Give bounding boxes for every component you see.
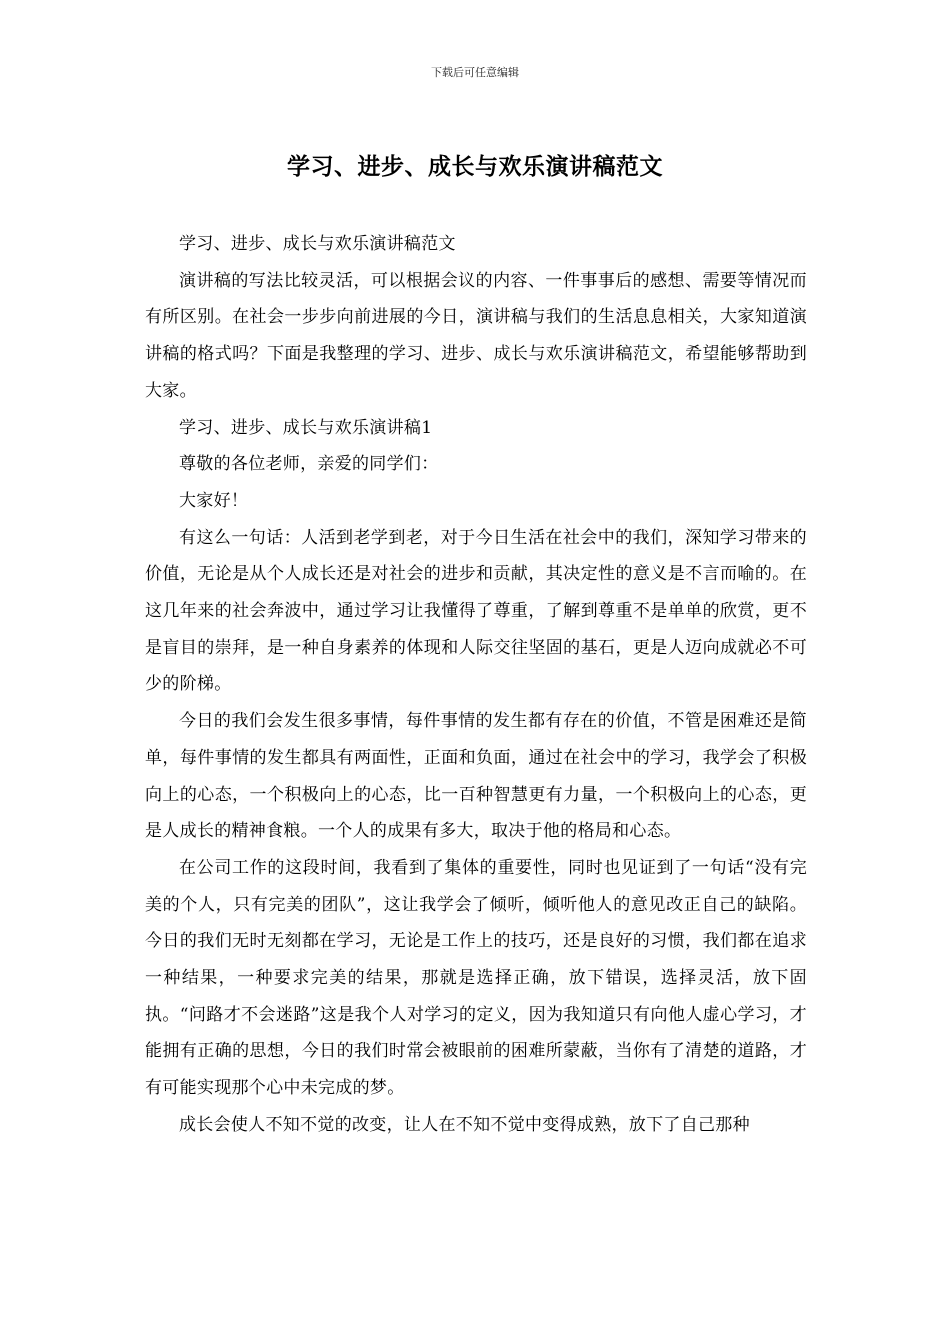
body-paragraph: 今日的我们会发生很多事情，每件事情的发生都有存在的价值，不管是困难还是简单，每件事情的发生都具有两面性，正面和负面，通过在社会中的学习，我学会了积极向上的心态，一个积极向上的心态，比一百种智慧更有力量，一个积极向上的心态，更是人成长的精神食粮。一个人的成果有多大，取决于他的格局和心态。 (145, 711, 807, 842)
section-heading: 学习、进步、成长与欢乐演讲稿1 (179, 417, 433, 438)
document-body (145, 226, 807, 1144)
document-title: 学习、进步、成长与欢乐演讲稿范文 (287, 153, 663, 180)
page-header-note: 下载后可任意编辑 (431, 66, 519, 79)
salutation: 尊敬的各位老师，亲爱的同学们： (179, 454, 439, 475)
body-paragraph: 成长会使人不知不觉的改变，让人在不知不觉中变得成熟，放下了自己那种 (179, 1114, 750, 1135)
subtitle-paragraph: 学习、进步、成长与欢乐演讲稿范文 (179, 234, 456, 254)
body-paragraph: 有这么一句话：人活到老学到老，对于今日生活在社会中的我们，深知学习带来的价值，无论是从个人成长还是对社会的进步和贡献，其决定性的意义是不言而喻的。在这几年来的社会奔波中，通过学习让我懂得了尊重，了解到尊重不是单单的欣赏，更不是盲目的崇拜，是一种自身素养的体现和人际交往坚固的基石，更是人迈向成就必不可少的阶梯。 (145, 527, 807, 695)
body-paragraph: 在公司工作的这段时间，我看到了集体的重要性，同时也见证到了一句话“没有完美的个人，只有完美的团队”，这让我学会了倾听，倾听他人的意见改正自己的缺陷。今日的我们无时无刻都在学习，无论是工作上的技巧，还是良好的习惯，我们都在追求一种结果，一种要求完美的结果，那就是选择正确，放下错误，选择灵活，放下固执。“问路才不会迷路”这是我个人对学习的定义，因为我知道只有向他人虚心学习，才能拥有正确的思想，今日的我们时常会被眼前的困难所蒙蔽，当你有了清楚的道路，才有可能实现那个心中未完成的梦。 (145, 857, 807, 1099)
greeting: 大家好！ (179, 490, 249, 511)
intro-paragraph: 演讲稿的写法比较灵活，可以根据会议的内容、一件事事后的感想、需要等情况而有所区别。在社会一步步向前进展的今日，演讲稿与我们的生活息息相关，大家知道演讲稿的格式吗？下面是我整理的学习、进步、成长与欢乐演讲稿范文，希望能够帮助到大家。 (145, 270, 807, 401)
